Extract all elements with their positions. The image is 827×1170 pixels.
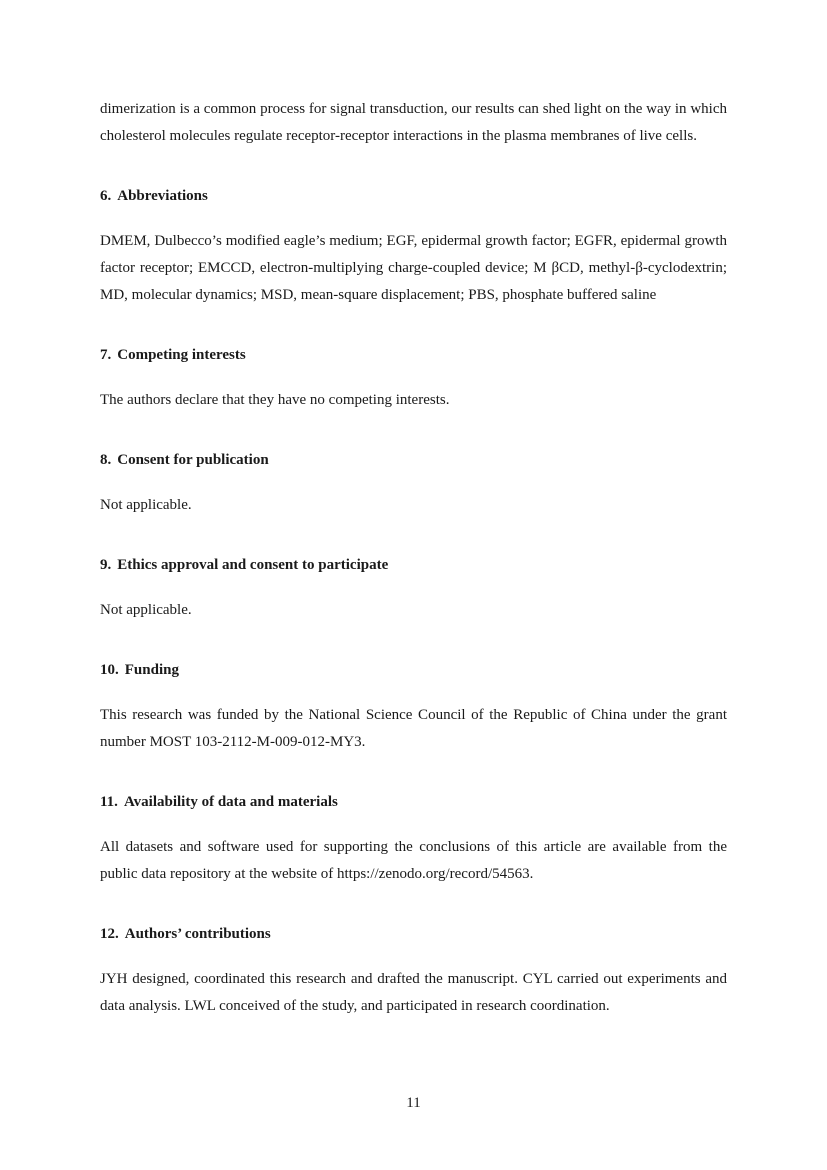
- section-number: 6.: [100, 188, 112, 204]
- section-body-contributions: JYH designed, coordinated this research and drafted the manuscript. CYL carried out experiments and data analysis. LWL conceived of the study, and participated in research coordination.: [100, 971, 727, 1014]
- section-body-abbreviations: DMEM, Dulbecco’s modified eagle’s medium; EGF, epidermal growth factor; EGFR, epidermal growth factor receptor; EMCCD, electron-multiplying charge-coupled device; M βCD, methyl-β-cyclodextrin; MD, molecular dynamics; MSD, mean-square displacement; PBS, phosphate buffered saline: [100, 233, 727, 303]
- intro-paragraph: dimerization is a common process for signal transduction, our results can shed light on the way in which cholesterol molecules regulate receptor-receptor interactions in the plasma membranes of live cells.: [100, 101, 727, 144]
- section-number: 7.: [100, 347, 112, 363]
- section-body-consent: Not applicable.: [100, 497, 192, 513]
- section-body-funding: This research was funded by the National Science Council of the Republic of China under the grant number MOST 103-2112-M-009-012-MY3.: [100, 707, 727, 750]
- section-title: Consent for publication: [117, 452, 269, 468]
- section-body-ethics: Not applicable.: [100, 602, 192, 618]
- section-heading-contributions: [100, 921, 727, 948]
- section-number: 11.: [100, 794, 118, 810]
- paper-page: [100, 96, 727, 1020]
- section-heading-funding: [100, 657, 727, 684]
- section-number: 12.: [100, 926, 119, 942]
- section-title: Availability of data and materials: [123, 794, 338, 810]
- section-heading-competing-interests: [100, 342, 727, 369]
- section-heading-availability: [100, 789, 727, 816]
- section-title: Authors’ contributions: [124, 926, 271, 942]
- page-number: 11: [406, 1095, 421, 1111]
- section-title: Abbreviations: [117, 188, 208, 204]
- section-title: Ethics approval and consent to participate: [117, 557, 389, 573]
- section-heading-ethics: [100, 552, 727, 579]
- section-body-competing-interests: The authors declare that they have no competing interests.: [100, 392, 450, 408]
- section-heading-abbreviations: [100, 183, 727, 210]
- section-body-availability: All datasets and software used for supporting the conclusions of this article are available from the public data repository at the website of https://zenodo.org/record/54563.: [100, 839, 727, 882]
- section-title: Funding: [124, 662, 179, 678]
- section-heading-consent: [100, 447, 727, 474]
- section-title: Competing interests: [117, 347, 246, 363]
- section-number: 8.: [100, 452, 112, 468]
- section-number: 9.: [100, 557, 112, 573]
- section-number: 10.: [100, 662, 119, 678]
